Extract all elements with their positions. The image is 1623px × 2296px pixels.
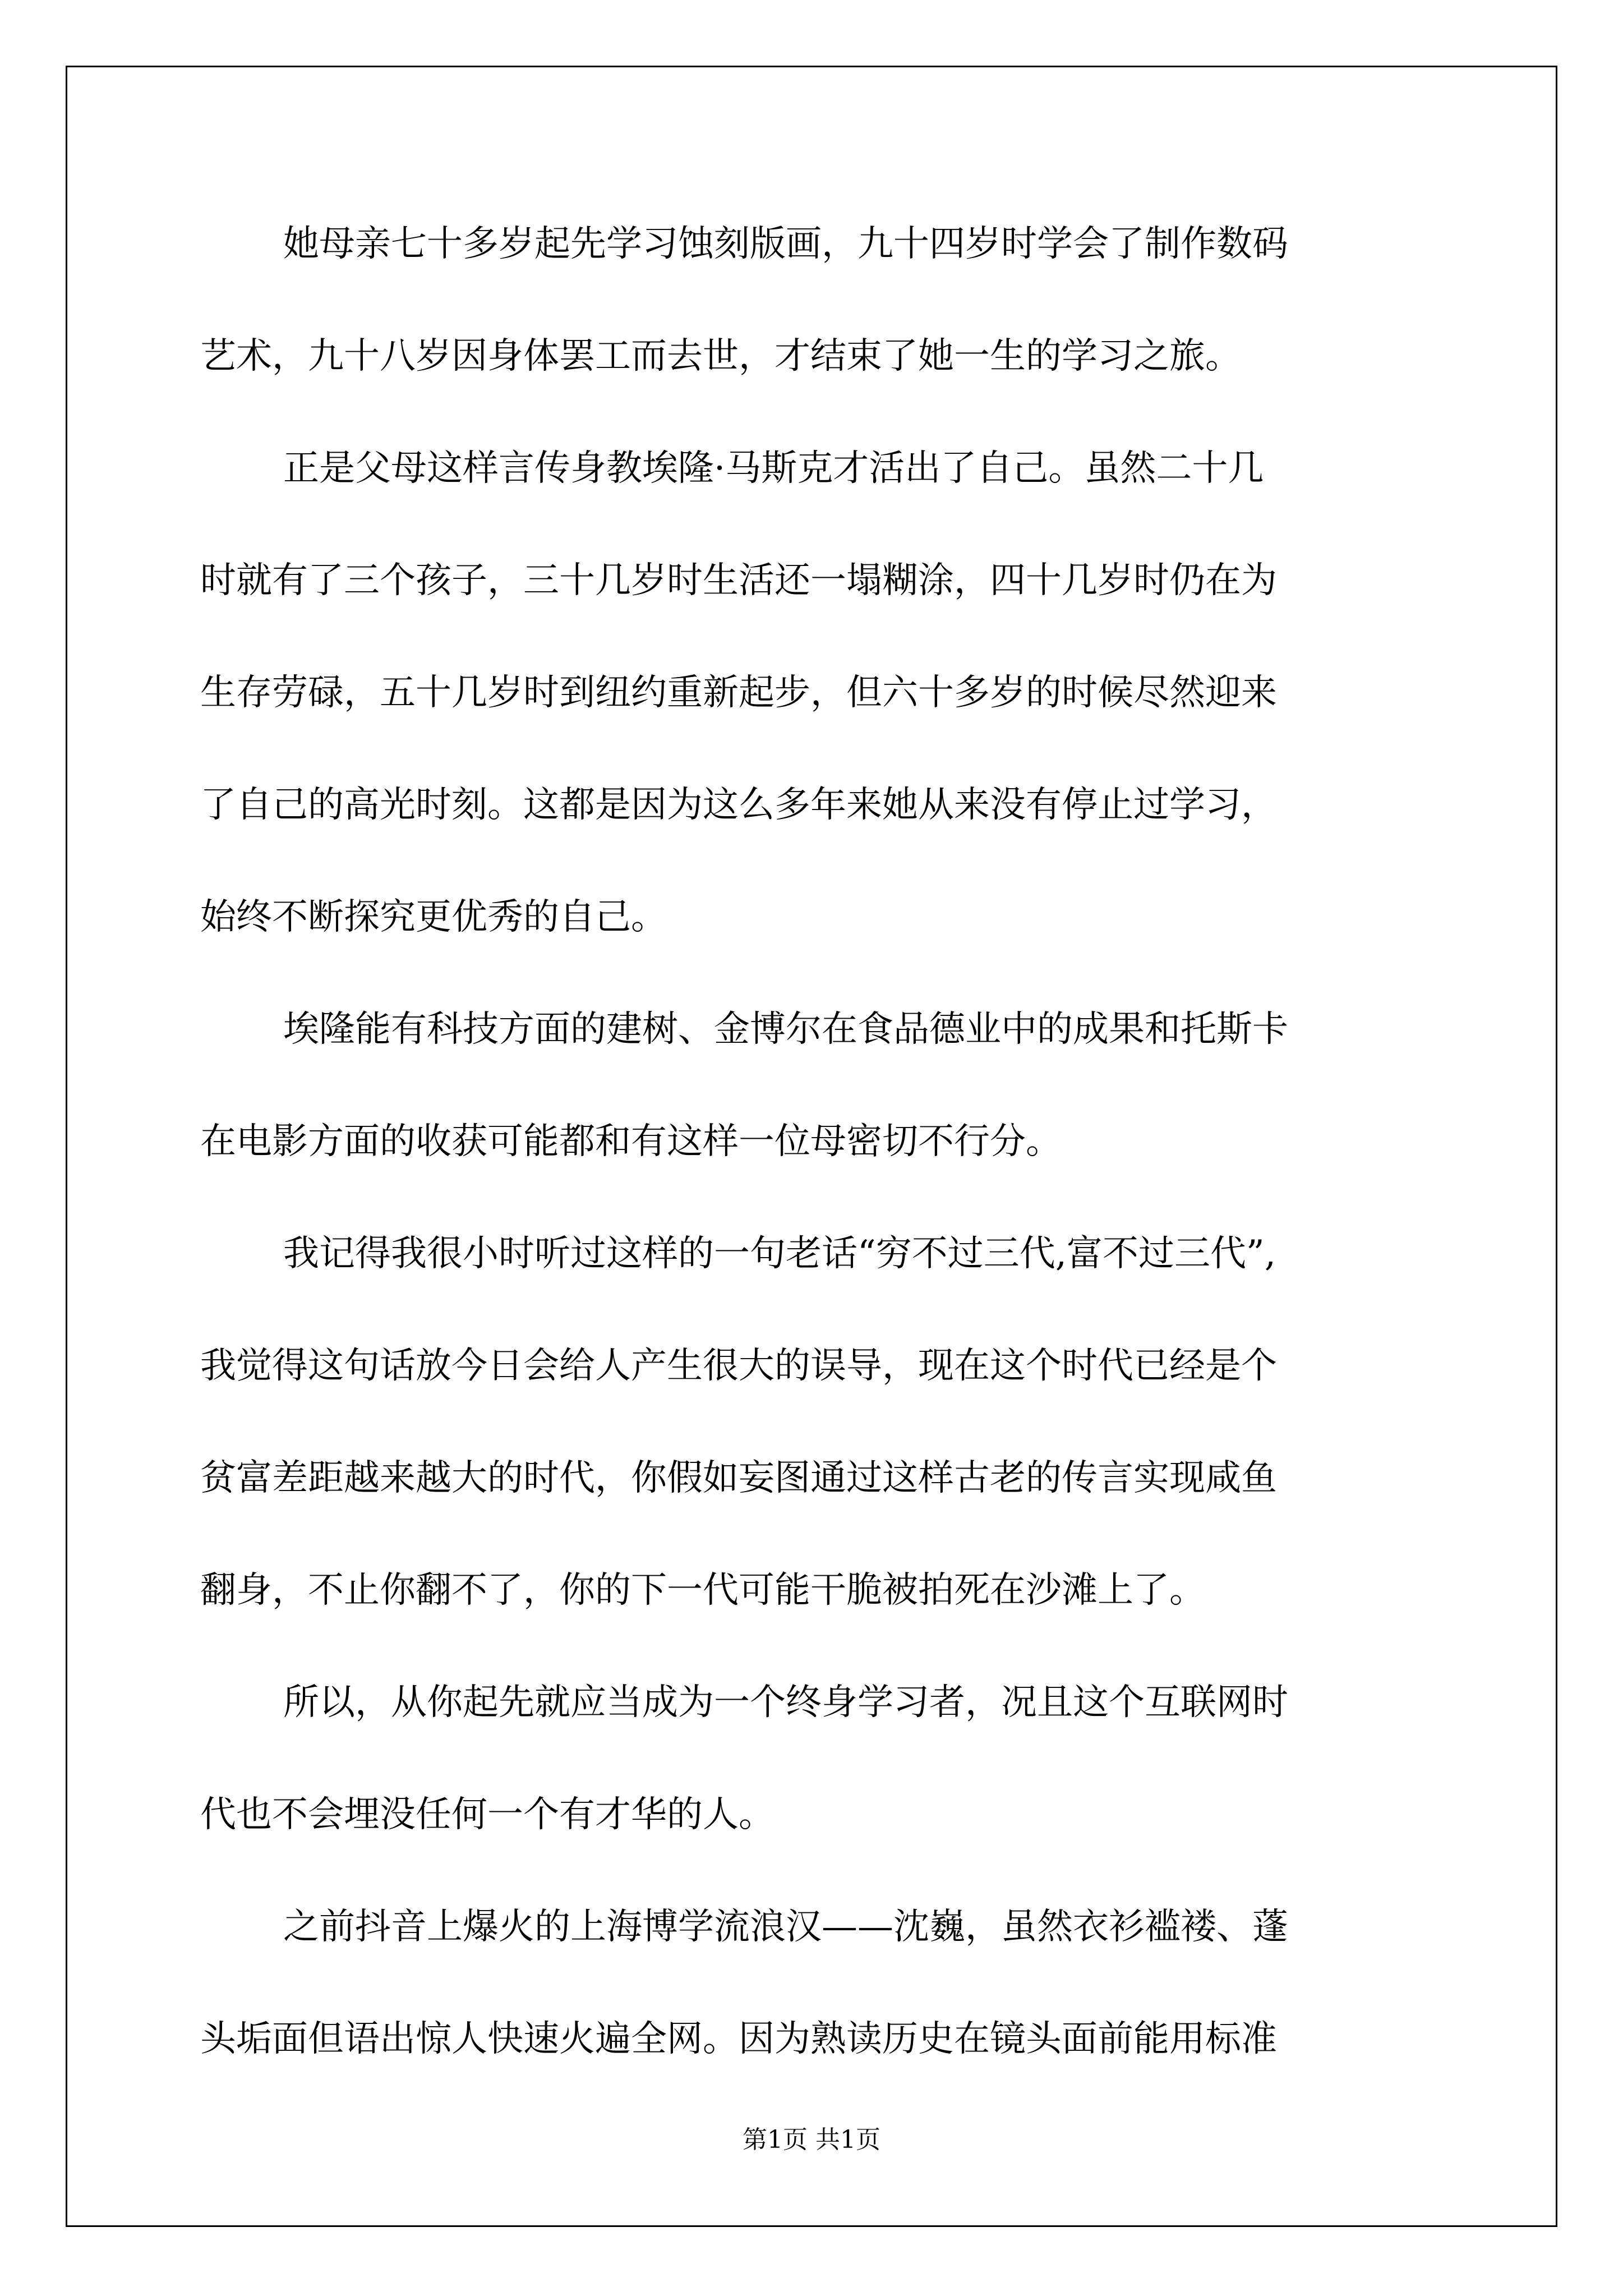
text-line: 之前抖音上爆火的上海博学流浪汉——沈巍，虽然衣衫褴褛、蓬 [283,1906,1288,1948]
text-line: 时就有了三个孩子，三十几岁时生活还一塌糊涂，四十几岁时仍在为 [200,560,1277,601]
text-line: 我记得我很小时听过这样的一句老话“穷不过三代,富不过三代”, [283,1233,1276,1274]
text-line: 翻身，不止你翻不了，你的下一代可能干脆被拍死在沙滩上了。 [200,1570,1205,1611]
text-line: 在电影方面的收获可能都和有这样一位母密切不行分。 [200,1121,1062,1162]
text-line: 艺术，九十八岁因身体罢工而去世，才结束了她一生的学习之旅。 [200,335,1241,377]
text-line: 贫富差距越来越大的时代，你假如妄图通过这样古老的传言实现咸鱼 [200,1457,1277,1499]
text-line: 埃隆能有科技方面的建树、金博尔在食品德业中的成果和托斯卡 [283,1009,1288,1050]
text-line: 我觉得这句话放今日会给人产生很大的误导，现在这个时代已经是个 [200,1345,1277,1387]
text-line: 代也不会埋没任何一个有才华的人。 [200,1794,774,1835]
text-line: 了自己的高光时刻。这都是因为这么多年来她从来没有停止过学习， [200,784,1277,826]
page-number-footer: 第1页 共1页 [743,2125,880,2154]
text-line: 她母亲七十多岁起先学习蚀刻版画，九十四岁时学会了制作数码 [283,223,1288,265]
text-line: 头垢面但语出惊人快速火遍全网。因为熟读历史在镜头面前能用标准 [200,2018,1277,2060]
text-line: 正是父母这样言传身教埃隆·马斯克才活出了自己。虽然二十几 [283,448,1264,489]
text-line: 所以，从你起先就应当成为一个终身学习者，况且这个互联网时 [283,1682,1288,1723]
text-line: 生存劳碌，五十几岁时到纽约重新起步，但六十多岁的时候尽然迎来 [200,672,1277,714]
text-line: 始终不断探究更优秀的自己。 [200,896,667,938]
